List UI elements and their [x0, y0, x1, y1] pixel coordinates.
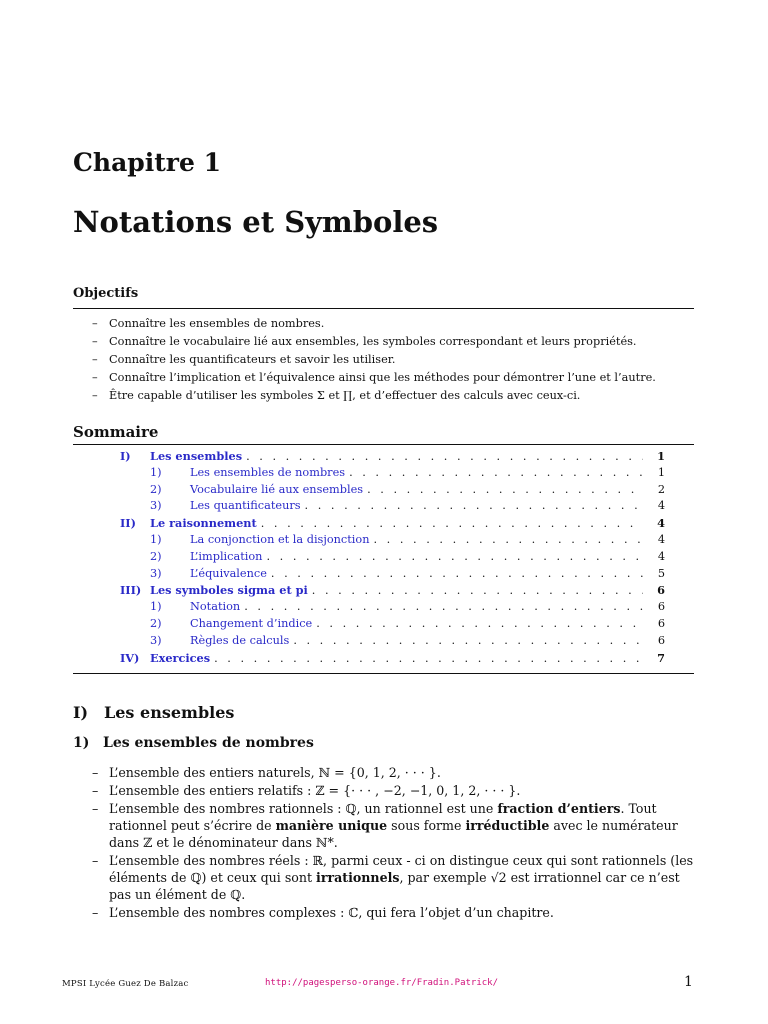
toc-entry-number: 2)	[150, 549, 162, 563]
toc-heading: Sommaire	[73, 423, 159, 441]
toc-leader-dots	[349, 466, 643, 479]
toc-entry-page: 6	[657, 583, 665, 598]
toc-entry[interactable]	[120, 634, 665, 651]
toc-leader-dots	[293, 634, 643, 647]
toc-entry-label: L’implication	[190, 549, 263, 563]
objective-item: – Être capable d’utiliser les symboles Σ et ∏, et d’effectuer des calculs avec ceux-ci.	[92, 387, 656, 405]
toc-entry-page: 4	[657, 549, 665, 563]
toc-entry-label: Notation	[190, 600, 241, 614]
section-number: I)	[73, 703, 89, 722]
list-item: – L’ensemble des entiers relatifs : ℤ = {· · · , −2, −1, 0, 1, 2, · · · }.	[92, 782, 696, 799]
text-run: L’ensemble des nombres réels : ℝ, parmi ceux - ci on distingue ceux qui sont rationnels (les éléments de ℚ) et ceux qui sont	[109, 853, 694, 885]
toc-entry-page: 2	[657, 482, 665, 496]
section-title-text: Les ensembles	[104, 703, 235, 722]
toc-entry-page: 6	[657, 616, 665, 630]
toc-entry-page: 7	[657, 650, 665, 665]
toc-entry[interactable]	[120, 516, 665, 533]
toc-entry-label: Les ensembles	[150, 449, 243, 463]
objective-item: – Connaître les ensembles de nombres.	[92, 315, 656, 333]
toc-entry-number: 3)	[150, 633, 162, 647]
subsection-title	[73, 735, 314, 751]
toc-leader-dots	[271, 567, 643, 580]
bold-term: manière unique	[275, 818, 388, 833]
toc-entry-label: Vocabulaire lié aux ensembles	[190, 482, 364, 496]
toc-entry-number: 1)	[150, 600, 162, 614]
toc-entry[interactable]	[120, 583, 665, 600]
toc-entry-page: 1	[657, 465, 665, 479]
toc-entry[interactable]	[120, 499, 665, 516]
objective-item: – Connaître les quantificateurs et savoir les utiliser.	[92, 351, 656, 369]
toc-leader-dots	[214, 652, 643, 665]
list-item: – L’ensemble des nombres complexes : ℂ, qui fera l’objet d’un chapitre.	[92, 904, 696, 921]
toc-entry-number: II)	[120, 516, 136, 531]
bold-term: irrationnels	[316, 870, 400, 885]
subsection-number: 1)	[73, 735, 90, 751]
toc-entry[interactable]	[120, 600, 665, 617]
text-run: . Tout rationnel peut s’écrire de	[109, 801, 657, 833]
chapter-title: Notations et Symboles	[73, 205, 439, 239]
toc-entry-number: III)	[120, 583, 142, 598]
toc-leader-dots	[266, 550, 643, 563]
toc-entry-page: 4	[657, 516, 665, 531]
toc-entry-label: Changement d’indice	[190, 616, 313, 630]
toc-leader-dots	[246, 450, 643, 463]
toc-entry-page: 1	[657, 449, 665, 463]
toc-entry-page: 4	[657, 499, 665, 513]
toc-entry[interactable]	[120, 466, 665, 483]
toc-entry-page: 6	[657, 600, 665, 614]
toc-entry-label: L’équivalence	[190, 566, 267, 580]
toc-leader-dots	[261, 517, 643, 530]
toc-entry-number: 3)	[150, 566, 162, 580]
text-run: , par exemple √2 est irrationnel car ce n’est pas un élément de ℚ.	[109, 870, 680, 902]
section-title	[73, 703, 234, 722]
toc-entry-label: Les ensembles de nombres	[190, 465, 346, 479]
toc-entry-number: 3)	[150, 499, 162, 513]
toc-leader-dots	[305, 499, 643, 512]
toc-entry-number: 1)	[150, 465, 162, 479]
toc-entry-number: 1)	[150, 532, 162, 546]
toc-entry-label: Le raisonnement	[150, 516, 257, 531]
list-item	[92, 800, 696, 851]
list-item: – L’ensemble des entiers naturels, ℕ = {0, 1, 2, · · · }.	[92, 764, 696, 781]
toc-entry-label: Les quantificateurs	[190, 499, 301, 513]
subsection-title-text: Les ensembles de nombres	[103, 735, 314, 751]
toc-entry-label: Exercices	[150, 650, 211, 665]
footer-school: MPSI Lycée Guez De Balzac	[62, 979, 189, 989]
bold-term: irréductible	[465, 818, 550, 833]
text-run: L’ensemble des nombres rationnels : ℚ, un rationnel est une	[109, 801, 498, 816]
toc-entry-number: 2)	[150, 616, 162, 630]
objective-item: – Connaître le vocabulaire lié aux ensembles, les symboles correspondant et leurs propriétés.	[92, 333, 656, 351]
toc-entry-label: La conjonction et la disjonction	[190, 532, 370, 546]
toc-leader-dots	[374, 533, 644, 546]
toc-entry-page: 6	[657, 633, 665, 647]
bold-term: fraction d’entiers	[497, 801, 621, 816]
toc-leader-dots	[367, 483, 643, 496]
toc-leader-dots	[244, 600, 643, 613]
text-run: avec le numérateur dans ℤ et le dénominateur dans ℕ*.	[109, 818, 678, 850]
toc-entry[interactable]	[120, 483, 665, 500]
page-number: 1	[684, 974, 693, 990]
objectives-list	[92, 315, 656, 405]
toc-entry[interactable]	[120, 567, 665, 584]
footer-url-link[interactable]: http://pagesperso-orange.fr/Fradin.Patrick/	[265, 978, 498, 988]
objective-item: – Connaître l’implication et l’équivalence ainsi que les méthodes pour démontrer l’une et l’autre.	[92, 369, 656, 387]
toc-entry[interactable]	[120, 449, 665, 466]
table-of-contents	[120, 449, 665, 667]
toc-entry-number: 2)	[150, 482, 162, 496]
objectives-heading: Objectifs	[73, 286, 139, 301]
toc-entry[interactable]	[120, 617, 665, 634]
toc-leader-dots	[312, 584, 643, 597]
toc-entry[interactable]	[120, 533, 665, 550]
toc-entry-page: 5	[657, 566, 665, 580]
list-item	[92, 852, 696, 903]
toc-entry-label: Les symboles sigma et pi	[150, 583, 308, 598]
toc-entry[interactable]	[120, 651, 665, 668]
toc-entry[interactable]	[120, 550, 665, 567]
toc-entry-page: 4	[657, 532, 665, 546]
text-run: sous forme	[387, 818, 466, 833]
objectives-rule	[73, 308, 694, 309]
chapter-label: Chapitre 1	[73, 148, 221, 177]
toc-entry-number: I)	[120, 449, 131, 463]
toc-rule-bottom	[73, 673, 694, 674]
toc-leader-dots	[316, 617, 643, 630]
toc-entry-number: IV)	[120, 650, 140, 665]
toc-entry-label: Règles de calculs	[190, 633, 290, 647]
toc-rule-top	[73, 444, 694, 445]
number-sets-list	[92, 764, 696, 922]
